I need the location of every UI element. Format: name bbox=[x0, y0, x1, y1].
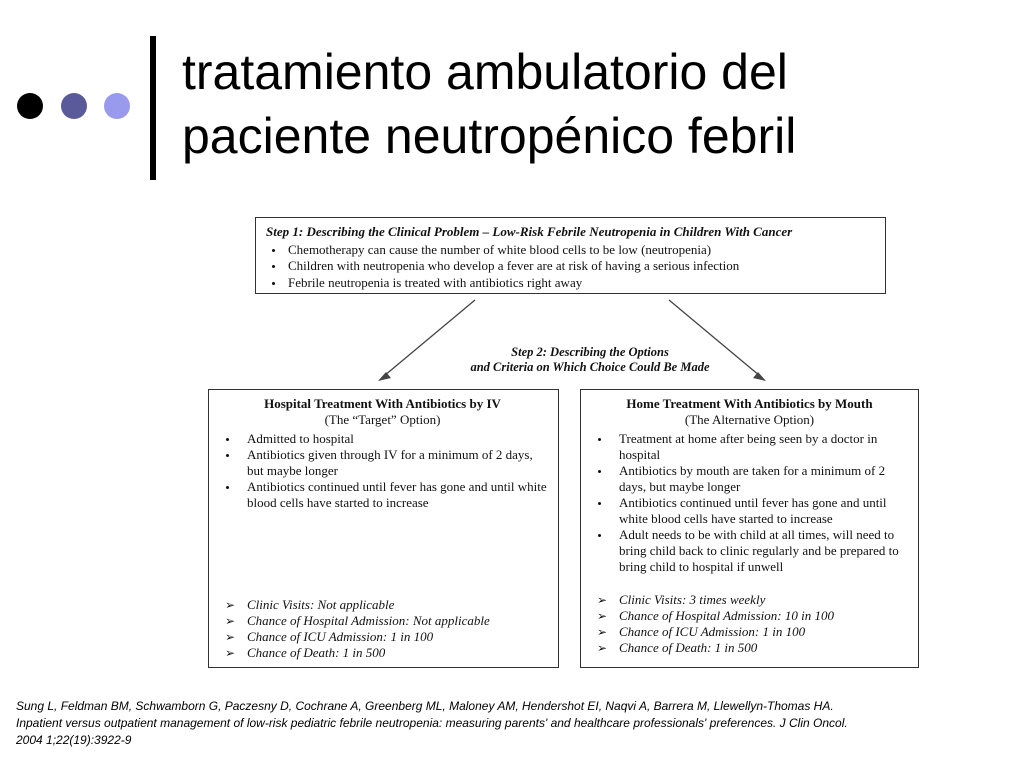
home-option-bullets bbox=[589, 431, 910, 575]
list-item: Antibiotics given through IV for a minimum of 2 days, but maybe longer bbox=[217, 447, 548, 479]
list-item: Admitted to hospital bbox=[217, 431, 548, 447]
list-item: Treatment at home after being seen by a doctor in hospital bbox=[589, 431, 910, 463]
slide-title-line-2: paciente neutropénico febril bbox=[182, 108, 797, 164]
hospital-option-subtitle: (The “Target” Option) bbox=[324, 412, 441, 427]
step1-heading: Step 1: Describing the Clinical Problem – Low-Risk Febrile Neutropenia in Children With Cancer bbox=[266, 224, 793, 239]
slide-title-line-1: tratamiento ambulatorio del bbox=[182, 44, 788, 100]
list-item: ➢ Chance of Death: 1 in 500 bbox=[217, 645, 490, 661]
step1-bullets bbox=[266, 242, 877, 292]
citation-line-2: Inpatient versus outpatient management of low-risk pediatric febrile neutropenia: measuring parents' and healthcare professionals' preferences. J Clin Oncol. bbox=[16, 716, 848, 730]
list-item: Adult needs to be with child at all times, will need to bring child back to clinic regularly and be prepared to bring child to hospital if unwell bbox=[589, 527, 910, 575]
step2-label bbox=[440, 345, 740, 375]
home-option-title: Home Treatment With Antibiotics by Mouth bbox=[626, 396, 873, 411]
step2-line-2: and Criteria on Which Choice Could Be Made bbox=[470, 360, 710, 374]
list-item: Antibiotics by mouth are taken for a minimum of 2 days, but maybe longer bbox=[589, 463, 910, 495]
list-item: ➢ Clinic Visits: Not applicable bbox=[217, 597, 490, 613]
hospital-option-box bbox=[208, 389, 559, 668]
list-item: Antibiotics continued until fever has gone and until white blood cells have started to increase bbox=[589, 495, 910, 527]
hospital-option-criteria bbox=[217, 597, 490, 661]
citation bbox=[16, 698, 1016, 749]
hospital-option-bullets bbox=[217, 431, 548, 511]
list-item: Febrile neutropenia is treated with antibiotics right away bbox=[266, 275, 877, 292]
home-option-box bbox=[580, 389, 919, 668]
list-item: ➢ Chance of Death: 1 in 500 bbox=[589, 640, 834, 656]
citation-line-1: Sung L, Feldman BM, Schwamborn G, Paczesny D, Cochrane A, Greenberg ML, Maloney AM, Hendershot EI, Naqvi A, Barrera M, Llewellyn-Thomas HA. bbox=[16, 699, 834, 713]
list-item: ➢ Chance of ICU Admission: 1 in 100 bbox=[589, 624, 834, 640]
list-item: Chemotherapy can cause the number of white blood cells to be low (neutropenia) bbox=[266, 242, 877, 259]
list-item: Children with neutropenia who develop a fever are at risk of having a serious infection bbox=[266, 258, 877, 275]
home-option-criteria bbox=[589, 592, 834, 656]
step1-box bbox=[255, 217, 886, 294]
citation-line-3: 2004 1;22(19):3922-9 bbox=[16, 733, 132, 747]
hospital-option-title: Hospital Treatment With Antibiotics by IV bbox=[264, 396, 501, 411]
list-item: ➢ Chance of Hospital Admission: Not applicable bbox=[217, 613, 490, 629]
arrow-left-head bbox=[378, 372, 391, 381]
arrow-right-head bbox=[753, 372, 766, 381]
list-item: ➢ Chance of Hospital Admission: 10 in 100 bbox=[589, 608, 834, 624]
list-item: ➢ Chance of ICU Admission: 1 in 100 bbox=[217, 629, 490, 645]
list-item: Antibiotics continued until fever has gone and until white blood cells have started to increase bbox=[217, 479, 548, 511]
home-option-subtitle: (The Alternative Option) bbox=[684, 412, 815, 427]
list-item: ➢ Clinic Visits: 3 times weekly bbox=[589, 592, 834, 608]
step2-line-1: Step 2: Describing the Options bbox=[511, 345, 669, 359]
